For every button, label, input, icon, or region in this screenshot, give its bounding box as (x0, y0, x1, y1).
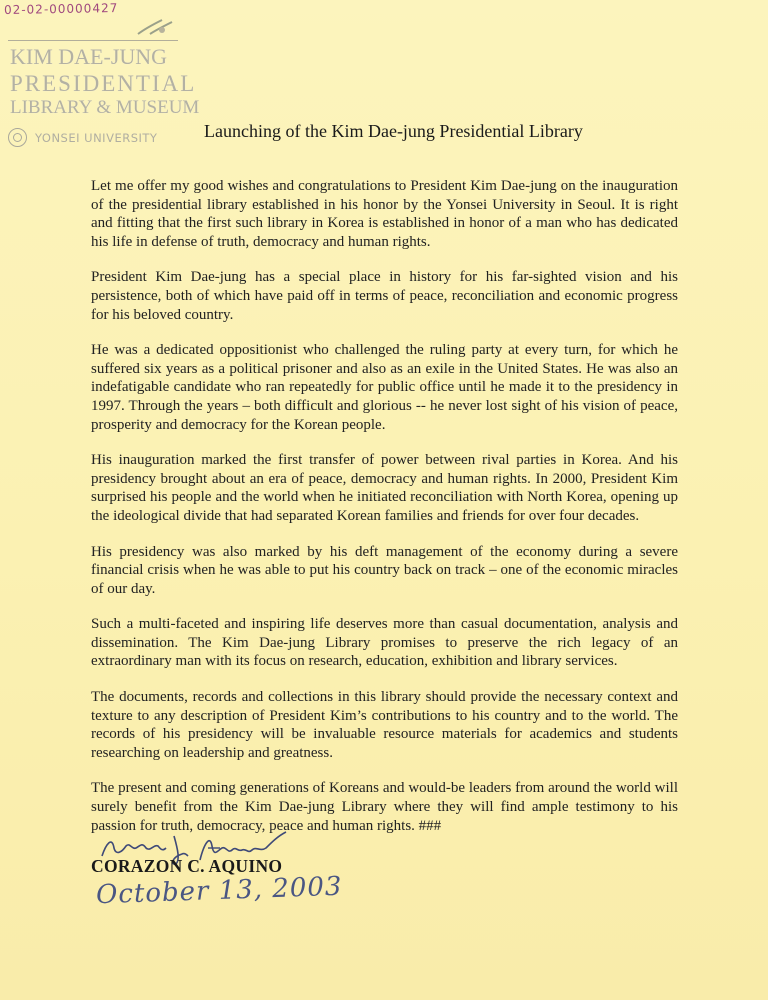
paragraph: His presidency was also marked by his deft management of the economy during a severe financial crisis when he was able to put his country back on track – one of the economic miracles of our day. (91, 543, 678, 597)
paragraph: President Kim Dae-jung has a special place in history for his far-sighted vision and his persistence, both of which have paid off in terms of peace, reconciliation and economic progress for his beloved country. (91, 269, 678, 323)
paragraph: His inauguration marked the first transfer of power between rival parties in Korea. And his presidency brought about an era of peace, democracy and human rights. In 2000, President Kim surprised his people and the world when he initiated reconciliation with North Korea, opening up the ideological divide that had separated Korean families and friends for over four decades. (91, 452, 678, 524)
letter-body (91, 177, 678, 852)
logo-divider (8, 40, 178, 41)
handwritten-date: October 13, 2003 (95, 871, 343, 911)
logo-presidential: PRESIDENTIAL (10, 71, 197, 96)
paragraph: Let me offer my good wishes and congratulations to President Kim Dae-jung on the inauguration of the presidential library established in his honor by the Yonsei University in Seoul. It is right and fitting that the first such library in Korea is established in honor of a man who has dedicated his life in defense of truth, democracy and human rights. (91, 178, 678, 250)
paragraph: The documents, records and collections in this library should provide the necessary context and texture to any description of President Kim’s contributions to his country and to the world. The records of his presidency will be invaluable resource materials for academics and students researching on leadership and greatness. (91, 689, 678, 761)
logo-mark-icon (132, 16, 178, 38)
paragraph: He was a dedicated oppositionist who challenged the ruling party at every turn, for which he suffered six years as a political prisoner and also as an exile in the United States. He was also an indefatigable candidate who ran repeatedly for public office until he made it to the presidency in 1997. Through the years – both difficult and glorious -- he never lost sight of his vision of peace, prosperity and democracy for the Korean people. (91, 342, 678, 433)
paragraph: The present and coming generations of Koreans and would-be leaders from around the world will surely benefit from the Kim Dae-jung Library where they will find ample testimony to his passion for truth, democracy, peace and human rights. ### (91, 780, 678, 834)
logo-library-museum: LIBRARY & MUSEUM (10, 97, 200, 118)
university-line (8, 128, 157, 148)
signer-name: CORAZON C. AQUINO (91, 856, 283, 876)
logo-name: KIM DAE-JUNG (10, 44, 168, 69)
archive-number: 02-02-00000427 (3, 1, 119, 17)
university-seal-icon (8, 128, 27, 147)
paragraph: Such a multi-faceted and inspiring life deserves more than casual documentation, analysis and dissemination. The Kim Dae-jung Library promises to preserve the rich legacy of an extraordinary man with its focus on research, education, exhibition and library services. (91, 616, 678, 670)
university-name: YONSEI UNIVERSITY (35, 130, 158, 145)
letter-title: Launching of the Kim Dae-jung Presidential Library (204, 121, 583, 141)
